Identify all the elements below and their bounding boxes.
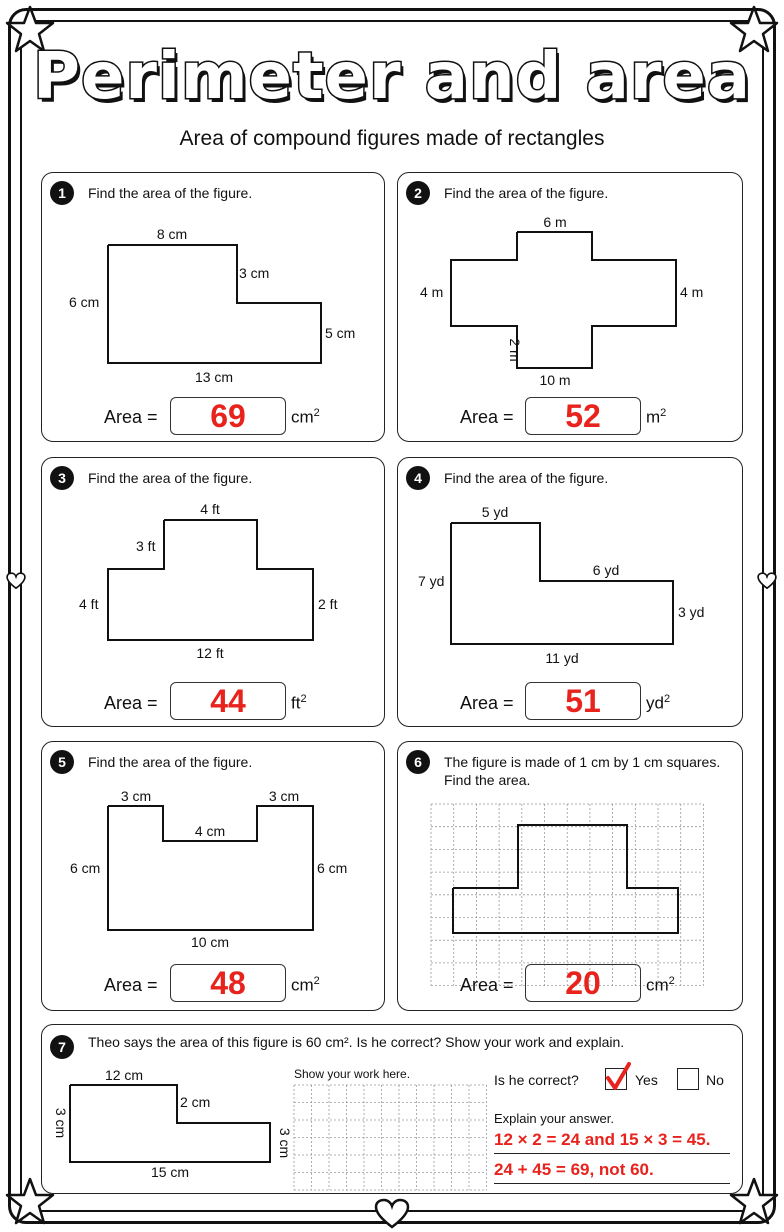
dimension-label: 6 yd <box>592 562 620 578</box>
heart-icon <box>757 572 777 590</box>
problem-card-6 <box>397 741 743 1011</box>
dimension-label: 13 cm <box>194 369 234 385</box>
unit-label: $m^2$ <box>646 407 667 427</box>
area-label: Area = <box>460 407 514 427</box>
dimension-label: 6 m <box>543 214 567 230</box>
unit-label: $ft^2$ <box>291 693 307 713</box>
problem-card-7 <box>41 1024 743 1194</box>
dimension-label: 3 cm <box>239 265 270 281</box>
area-label: Area = <box>104 407 158 427</box>
dimension-label: 8 cm <box>156 226 188 242</box>
explanation-line-2[interactable]: 24 + 45 = 69, not 60. <box>494 1160 730 1184</box>
dimension-label: 4 cm <box>194 823 226 839</box>
unit-label: $yd^2$ <box>646 693 671 713</box>
problem-number: 6 <box>406 750 430 774</box>
answer-box[interactable]: 44 <box>170 682 286 720</box>
dimension-label: 5 cm <box>325 325 356 341</box>
checkmark-icon <box>603 1061 633 1093</box>
no-checkbox[interactable] <box>677 1068 699 1090</box>
dimension-label: 10 m <box>539 372 571 388</box>
dimension-label: 4 m <box>680 284 704 300</box>
problem-prompt: Find the area of the figure. <box>88 470 253 486</box>
area-label: Area = <box>460 693 514 713</box>
problem-card-1 <box>41 172 385 442</box>
problem-number: 7 <box>50 1035 74 1059</box>
dimension-label: 12 ft <box>196 645 224 661</box>
dimension-label: 5 yd <box>481 504 509 520</box>
dimension-label: 4 m <box>420 284 444 300</box>
area-label: Area = <box>104 693 158 713</box>
problem-card-4 <box>397 457 743 727</box>
answer-box[interactable]: 48 <box>170 964 286 1002</box>
yes-label: Yes <box>635 1072 658 1088</box>
dimension-label: 7 yd <box>418 573 445 589</box>
dimension-label: 10 cm <box>190 934 230 950</box>
problem-card-2 <box>397 172 743 442</box>
dimension-label: 3 cm <box>120 788 152 804</box>
unit-label: $cm^2$ <box>646 975 675 995</box>
heart-icon <box>6 572 26 590</box>
area-label: Area = <box>104 975 158 995</box>
problem-number: 3 <box>50 466 74 490</box>
problem-prompt: Find the area of the figure. <box>444 470 609 486</box>
dimension-label: 12 cm <box>104 1067 144 1083</box>
correct-question: Is he correct? <box>494 1072 579 1088</box>
dimension-label: 11 yd <box>545 650 579 666</box>
problem-number: 4 <box>406 466 430 490</box>
dimension-label: 4 ft <box>79 596 99 612</box>
area-label: Area = <box>460 975 514 995</box>
problem-prompt: Theo says the area of this figure is 60 cm². Is he correct? Show your work and explain. <box>88 1034 625 1050</box>
problem-number: 1 <box>50 181 74 205</box>
dimension-label: 3 cm <box>268 788 300 804</box>
unit-label: $cm^2$ <box>291 975 320 995</box>
page-title: Perimeter and area <box>33 40 751 114</box>
answer-box[interactable]: 51 <box>525 682 641 720</box>
dimension-label: 6 cm <box>69 294 100 310</box>
no-label: No <box>706 1072 724 1088</box>
work-area-label: Show your work here. <box>294 1067 411 1081</box>
problem-prompt: Find the area of the figure. <box>88 754 253 770</box>
dimension-label: 2 ft <box>318 596 338 612</box>
answer-box[interactable]: 20 <box>525 964 641 1002</box>
page-subtitle: Area of compound figures made of rectangles <box>179 127 605 150</box>
dimension-label: 3 cm <box>53 1107 69 1139</box>
dimension-label: 3 yd <box>678 604 705 620</box>
unit-label: $cm^2$ <box>291 407 320 427</box>
dimension-label: 15 cm <box>150 1164 190 1180</box>
answer-box[interactable]: 52 <box>525 397 641 435</box>
problem-number: 5 <box>50 750 74 774</box>
dimension-label: 6 cm <box>70 860 101 876</box>
explain-label: Explain your answer. <box>494 1111 614 1126</box>
answer-box[interactable]: 69 <box>170 397 286 435</box>
dimension-label: 3 cm <box>277 1127 293 1159</box>
problem-prompt: Find the area of the figure. <box>444 185 609 201</box>
dimension-label: 2 cm <box>180 1094 211 1110</box>
dimension-label: 6 cm <box>317 860 348 876</box>
problem-number: 2 <box>406 181 430 205</box>
problem-card-3 <box>41 457 385 727</box>
problem-prompt: The figure is made of 1 cm by 1 cm squares. Find the area. <box>444 754 721 788</box>
problem-prompt: Find the area of the figure. <box>88 185 253 201</box>
heart-icon <box>374 1198 410 1230</box>
dimension-label: 4 ft <box>200 501 220 517</box>
explanation-line-1[interactable]: 12 × 2 = 24 and 15 × 3 = 45. <box>494 1130 730 1154</box>
problem-card-5 <box>41 741 385 1011</box>
dimension-label: 3 ft <box>136 538 156 554</box>
dimension-label: 2 m <box>507 338 523 362</box>
